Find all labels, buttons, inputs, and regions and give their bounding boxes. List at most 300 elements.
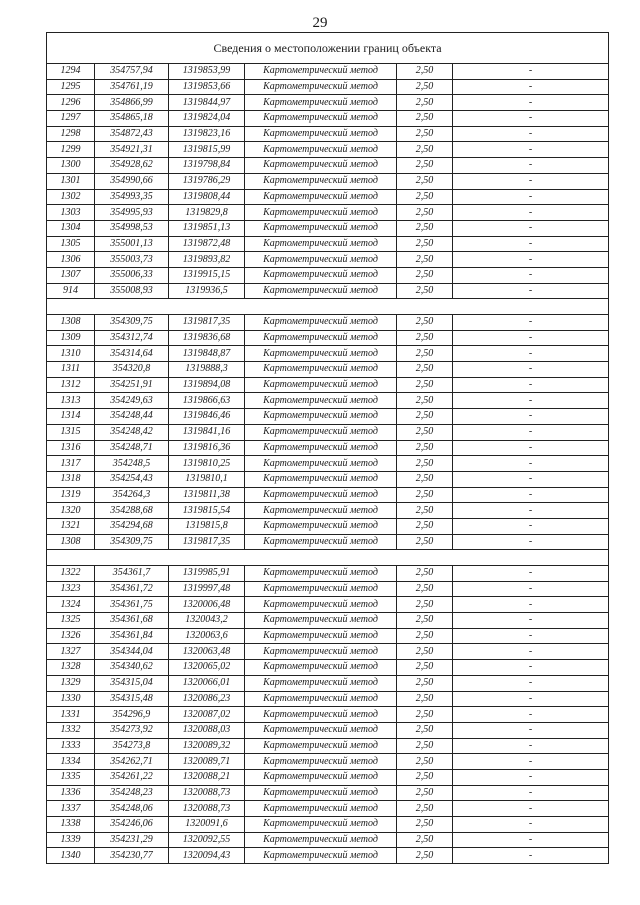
coord-x: 354248,23 xyxy=(95,785,169,801)
boundary-coordinates-table xyxy=(46,32,609,864)
accuracy: 2,50 xyxy=(397,95,453,111)
table-row xyxy=(47,456,609,472)
description: - xyxy=(453,377,609,393)
coord-y: 1320089,32 xyxy=(169,738,245,754)
table-row xyxy=(47,503,609,519)
table-row xyxy=(47,613,609,629)
coord-y: 1319866,63 xyxy=(169,393,245,409)
coord-y: 1320088,73 xyxy=(169,801,245,817)
point-number: 1335 xyxy=(47,769,95,785)
coord-x: 354361,84 xyxy=(95,628,169,644)
coord-x: 354251,91 xyxy=(95,377,169,393)
table-row xyxy=(47,597,609,613)
method: Картометрический метод xyxy=(245,471,397,487)
table-row xyxy=(47,283,609,299)
description: - xyxy=(453,95,609,111)
coord-x: 354248,5 xyxy=(95,456,169,472)
method: Картометрический метод xyxy=(245,283,397,299)
coord-y: 1319816,36 xyxy=(169,440,245,456)
method: Картометрический метод xyxy=(245,79,397,95)
coord-x: 354273,8 xyxy=(95,738,169,754)
accuracy: 2,50 xyxy=(397,801,453,817)
table-row xyxy=(47,691,609,707)
accuracy: 2,50 xyxy=(397,644,453,660)
accuracy: 2,50 xyxy=(397,660,453,676)
coord-y: 1319815,8 xyxy=(169,518,245,534)
description: - xyxy=(453,597,609,613)
point-number: 1331 xyxy=(47,707,95,723)
point-number: 1324 xyxy=(47,597,95,613)
point-number: 1316 xyxy=(47,440,95,456)
accuracy: 2,50 xyxy=(397,817,453,833)
coord-y: 1320089,71 xyxy=(169,754,245,770)
accuracy: 2,50 xyxy=(397,566,453,582)
table-row xyxy=(47,440,609,456)
accuracy: 2,50 xyxy=(397,315,453,331)
table-row xyxy=(47,330,609,346)
description: - xyxy=(453,518,609,534)
table-row xyxy=(47,126,609,142)
table-row xyxy=(47,393,609,409)
description: - xyxy=(453,817,609,833)
accuracy: 2,50 xyxy=(397,220,453,236)
description: - xyxy=(453,769,609,785)
point-number: 1308 xyxy=(47,534,95,550)
description: - xyxy=(453,173,609,189)
table-row xyxy=(47,848,609,864)
description: - xyxy=(453,362,609,378)
point-number: 1313 xyxy=(47,393,95,409)
point-number: 1299 xyxy=(47,142,95,158)
table-row xyxy=(47,471,609,487)
method: Картометрический метод xyxy=(245,205,397,221)
coord-x: 355006,33 xyxy=(95,267,169,283)
table-row xyxy=(47,566,609,582)
point-number: 1312 xyxy=(47,377,95,393)
coord-y: 1319997,48 xyxy=(169,581,245,597)
method: Картометрический метод xyxy=(245,220,397,236)
accuracy: 2,50 xyxy=(397,487,453,503)
table-row xyxy=(47,738,609,754)
coord-x: 354872,43 xyxy=(95,126,169,142)
table-row xyxy=(47,409,609,425)
description: - xyxy=(453,707,609,723)
method: Картометрический метод xyxy=(245,738,397,754)
description: - xyxy=(453,220,609,236)
method: Картометрический метод xyxy=(245,315,397,331)
coord-x: 354315,04 xyxy=(95,675,169,691)
accuracy: 2,50 xyxy=(397,707,453,723)
point-number: 1296 xyxy=(47,95,95,111)
accuracy: 2,50 xyxy=(397,581,453,597)
accuracy: 2,50 xyxy=(397,471,453,487)
description: - xyxy=(453,675,609,691)
table-row xyxy=(47,785,609,801)
method: Картометрический метод xyxy=(245,158,397,174)
accuracy: 2,50 xyxy=(397,126,453,142)
table-row xyxy=(47,628,609,644)
method: Картометрический метод xyxy=(245,362,397,378)
method: Картометрический метод xyxy=(245,424,397,440)
accuracy: 2,50 xyxy=(397,79,453,95)
point-number: 1321 xyxy=(47,518,95,534)
method: Картометрический метод xyxy=(245,801,397,817)
description: - xyxy=(453,534,609,550)
coord-y: 1319823,16 xyxy=(169,126,245,142)
description: - xyxy=(453,848,609,864)
coord-y: 1320086,23 xyxy=(169,691,245,707)
description: - xyxy=(453,315,609,331)
method: Картометрический метод xyxy=(245,769,397,785)
coord-y: 1319848,87 xyxy=(169,346,245,362)
coord-x: 354248,71 xyxy=(95,440,169,456)
method: Картометрический метод xyxy=(245,597,397,613)
description: - xyxy=(453,252,609,268)
description: - xyxy=(453,785,609,801)
coord-x: 354246,06 xyxy=(95,817,169,833)
table-row xyxy=(47,362,609,378)
coord-y: 1319851,13 xyxy=(169,220,245,236)
method: Картометрический метод xyxy=(245,691,397,707)
description: - xyxy=(453,64,609,80)
table-row xyxy=(47,817,609,833)
description: - xyxy=(453,236,609,252)
section-separator xyxy=(47,550,609,566)
coord-y: 1319817,35 xyxy=(169,534,245,550)
point-number: 1301 xyxy=(47,173,95,189)
table-row xyxy=(47,189,609,205)
accuracy: 2,50 xyxy=(397,346,453,362)
coord-x: 354262,71 xyxy=(95,754,169,770)
coord-y: 1319786,29 xyxy=(169,173,245,189)
coord-x: 354340,62 xyxy=(95,660,169,676)
point-number: 914 xyxy=(47,283,95,299)
accuracy: 2,50 xyxy=(397,503,453,519)
description: - xyxy=(453,267,609,283)
coord-x: 354320,8 xyxy=(95,362,169,378)
point-number: 1306 xyxy=(47,252,95,268)
coord-y: 1319829,8 xyxy=(169,205,245,221)
accuracy: 2,50 xyxy=(397,440,453,456)
coord-y: 1319824,04 xyxy=(169,111,245,127)
description: - xyxy=(453,409,609,425)
section-separator-row xyxy=(47,299,609,315)
description: - xyxy=(453,722,609,738)
accuracy: 2,50 xyxy=(397,189,453,205)
coord-y: 1320091,6 xyxy=(169,817,245,833)
coord-x: 354231,29 xyxy=(95,832,169,848)
coord-x: 354990,66 xyxy=(95,173,169,189)
method: Картометрический метод xyxy=(245,393,397,409)
coord-y: 1319853,66 xyxy=(169,79,245,95)
point-number: 1317 xyxy=(47,456,95,472)
coord-x: 354344,04 xyxy=(95,644,169,660)
accuracy: 2,50 xyxy=(397,362,453,378)
coord-x: 354249,63 xyxy=(95,393,169,409)
description: - xyxy=(453,487,609,503)
section-separator-row xyxy=(47,550,609,566)
coord-y: 1319841,16 xyxy=(169,424,245,440)
accuracy: 2,50 xyxy=(397,377,453,393)
method: Картометрический метод xyxy=(245,487,397,503)
coord-x: 354361,72 xyxy=(95,581,169,597)
point-number: 1319 xyxy=(47,487,95,503)
point-number: 1320 xyxy=(47,503,95,519)
coord-x: 354315,48 xyxy=(95,691,169,707)
method: Картометрический метод xyxy=(245,628,397,644)
accuracy: 2,50 xyxy=(397,393,453,409)
description: - xyxy=(453,346,609,362)
description: - xyxy=(453,440,609,456)
point-number: 1322 xyxy=(47,566,95,582)
coord-y: 1319815,54 xyxy=(169,503,245,519)
accuracy: 2,50 xyxy=(397,142,453,158)
method: Картометрический метод xyxy=(245,518,397,534)
coord-x: 354312,74 xyxy=(95,330,169,346)
method: Картометрический метод xyxy=(245,581,397,597)
point-number: 1309 xyxy=(47,330,95,346)
coord-x: 354314,64 xyxy=(95,346,169,362)
table-row xyxy=(47,236,609,252)
accuracy: 2,50 xyxy=(397,409,453,425)
accuracy: 2,50 xyxy=(397,205,453,221)
coord-x: 354296,9 xyxy=(95,707,169,723)
coord-x: 354309,75 xyxy=(95,534,169,550)
accuracy: 2,50 xyxy=(397,691,453,707)
description: - xyxy=(453,691,609,707)
point-number: 1308 xyxy=(47,315,95,331)
coord-y: 1319811,38 xyxy=(169,487,245,503)
coord-y: 1319798,84 xyxy=(169,158,245,174)
coord-x: 354757,94 xyxy=(95,64,169,80)
method: Картометрический метод xyxy=(245,126,397,142)
table-row xyxy=(47,769,609,785)
description: - xyxy=(453,126,609,142)
coord-y: 1319853,99 xyxy=(169,64,245,80)
point-number: 1294 xyxy=(47,64,95,80)
method: Картометрический метод xyxy=(245,236,397,252)
point-number: 1329 xyxy=(47,675,95,691)
coord-x: 354993,35 xyxy=(95,189,169,205)
table-row xyxy=(47,220,609,236)
table-row xyxy=(47,315,609,331)
accuracy: 2,50 xyxy=(397,111,453,127)
table-title-row xyxy=(47,33,609,64)
description: - xyxy=(453,205,609,221)
coord-y: 1319872,48 xyxy=(169,236,245,252)
point-number: 1333 xyxy=(47,738,95,754)
description: - xyxy=(453,471,609,487)
coord-x: 354264,3 xyxy=(95,487,169,503)
method: Картометрический метод xyxy=(245,189,397,205)
coord-y: 1319836,68 xyxy=(169,330,245,346)
point-number: 1304 xyxy=(47,220,95,236)
table-body xyxy=(47,33,609,864)
description: - xyxy=(453,801,609,817)
coord-x: 354361,75 xyxy=(95,597,169,613)
method: Картометрический метод xyxy=(245,409,397,425)
point-number: 1310 xyxy=(47,346,95,362)
coord-y: 1319846,46 xyxy=(169,409,245,425)
method: Картометрический метод xyxy=(245,173,397,189)
description: - xyxy=(453,628,609,644)
accuracy: 2,50 xyxy=(397,785,453,801)
table-row xyxy=(47,707,609,723)
accuracy: 2,50 xyxy=(397,722,453,738)
point-number: 1315 xyxy=(47,424,95,440)
table-row xyxy=(47,534,609,550)
point-number: 1332 xyxy=(47,722,95,738)
coord-y: 1320088,73 xyxy=(169,785,245,801)
accuracy: 2,50 xyxy=(397,424,453,440)
page-number: 29 xyxy=(312,15,328,31)
table-row xyxy=(47,487,609,503)
description: - xyxy=(453,644,609,660)
method: Картометрический метод xyxy=(245,785,397,801)
coord-y: 1319808,44 xyxy=(169,189,245,205)
coord-x: 354361,68 xyxy=(95,613,169,629)
point-number: 1340 xyxy=(47,848,95,864)
table-row xyxy=(47,722,609,738)
method: Картометрический метод xyxy=(245,64,397,80)
description: - xyxy=(453,189,609,205)
description: - xyxy=(453,581,609,597)
coord-x: 355001,13 xyxy=(95,236,169,252)
method: Картометрический метод xyxy=(245,817,397,833)
method: Картометрический метод xyxy=(245,377,397,393)
method: Картометрический метод xyxy=(245,440,397,456)
description: - xyxy=(453,660,609,676)
table-row xyxy=(47,660,609,676)
description: - xyxy=(453,283,609,299)
description: - xyxy=(453,503,609,519)
coord-y: 1319985,91 xyxy=(169,566,245,582)
coord-x: 354288,68 xyxy=(95,503,169,519)
coord-x: 354261,22 xyxy=(95,769,169,785)
table-row xyxy=(47,64,609,80)
accuracy: 2,50 xyxy=(397,754,453,770)
coord-x: 354254,43 xyxy=(95,471,169,487)
description: - xyxy=(453,424,609,440)
description: - xyxy=(453,158,609,174)
description: - xyxy=(453,613,609,629)
coord-x: 354309,75 xyxy=(95,315,169,331)
method: Картометрический метод xyxy=(245,660,397,676)
table-row xyxy=(47,158,609,174)
description: - xyxy=(453,79,609,95)
coord-y: 1320088,21 xyxy=(169,769,245,785)
coord-y: 1320088,03 xyxy=(169,722,245,738)
method: Картометрический метод xyxy=(245,267,397,283)
method: Картометрический метод xyxy=(245,346,397,362)
coord-y: 1320043,2 xyxy=(169,613,245,629)
method: Картометрический метод xyxy=(245,566,397,582)
method: Картометрический метод xyxy=(245,832,397,848)
point-number: 1338 xyxy=(47,817,95,833)
coord-x: 354928,62 xyxy=(95,158,169,174)
coord-y: 1319894,08 xyxy=(169,377,245,393)
point-number: 1303 xyxy=(47,205,95,221)
coord-x: 354866,99 xyxy=(95,95,169,111)
description: - xyxy=(453,142,609,158)
point-number: 1295 xyxy=(47,79,95,95)
table-row xyxy=(47,801,609,817)
table-row xyxy=(47,518,609,534)
accuracy: 2,50 xyxy=(397,628,453,644)
point-number: 1325 xyxy=(47,613,95,629)
description: - xyxy=(453,330,609,346)
description: - xyxy=(453,393,609,409)
accuracy: 2,50 xyxy=(397,173,453,189)
table-row xyxy=(47,346,609,362)
point-number: 1302 xyxy=(47,189,95,205)
description: - xyxy=(453,738,609,754)
accuracy: 2,50 xyxy=(397,738,453,754)
table-row xyxy=(47,95,609,111)
point-number: 1318 xyxy=(47,471,95,487)
point-number: 1328 xyxy=(47,660,95,676)
accuracy: 2,50 xyxy=(397,330,453,346)
coord-x: 355008,93 xyxy=(95,283,169,299)
point-number: 1305 xyxy=(47,236,95,252)
accuracy: 2,50 xyxy=(397,832,453,848)
table-row xyxy=(47,205,609,221)
accuracy: 2,50 xyxy=(397,456,453,472)
accuracy: 2,50 xyxy=(397,283,453,299)
method: Картометрический метод xyxy=(245,848,397,864)
accuracy: 2,50 xyxy=(397,597,453,613)
coord-y: 1320063,48 xyxy=(169,644,245,660)
method: Картометрический метод xyxy=(245,613,397,629)
table-row xyxy=(47,377,609,393)
coord-y: 1320066,01 xyxy=(169,675,245,691)
coord-x: 354761,19 xyxy=(95,79,169,95)
coord-y: 1319817,35 xyxy=(169,315,245,331)
table-title: Сведения о местоположении границ объекта xyxy=(47,33,609,64)
table-row xyxy=(47,644,609,660)
method: Картометрический метод xyxy=(245,142,397,158)
point-number: 1307 xyxy=(47,267,95,283)
coord-y: 1320094,43 xyxy=(169,848,245,864)
table-row xyxy=(47,832,609,848)
coord-y: 1319936,5 xyxy=(169,283,245,299)
coord-y: 1319810,25 xyxy=(169,456,245,472)
coord-x: 354248,42 xyxy=(95,424,169,440)
coord-x: 354998,53 xyxy=(95,220,169,236)
accuracy: 2,50 xyxy=(397,252,453,268)
point-number: 1300 xyxy=(47,158,95,174)
coord-y: 1319810,1 xyxy=(169,471,245,487)
method: Картометрический метод xyxy=(245,330,397,346)
description: - xyxy=(453,456,609,472)
point-number: 1323 xyxy=(47,581,95,597)
point-number: 1326 xyxy=(47,628,95,644)
accuracy: 2,50 xyxy=(397,769,453,785)
coord-y: 1319893,82 xyxy=(169,252,245,268)
method: Картометрический метод xyxy=(245,534,397,550)
accuracy: 2,50 xyxy=(397,158,453,174)
coord-y: 1320063,6 xyxy=(169,628,245,644)
description: - xyxy=(453,111,609,127)
method: Картометрический метод xyxy=(245,252,397,268)
coord-y: 1319844,97 xyxy=(169,95,245,111)
point-number: 1339 xyxy=(47,832,95,848)
point-number: 1297 xyxy=(47,111,95,127)
method: Картометрический метод xyxy=(245,456,397,472)
table-row xyxy=(47,754,609,770)
method: Картометрический метод xyxy=(245,503,397,519)
table-row xyxy=(47,252,609,268)
